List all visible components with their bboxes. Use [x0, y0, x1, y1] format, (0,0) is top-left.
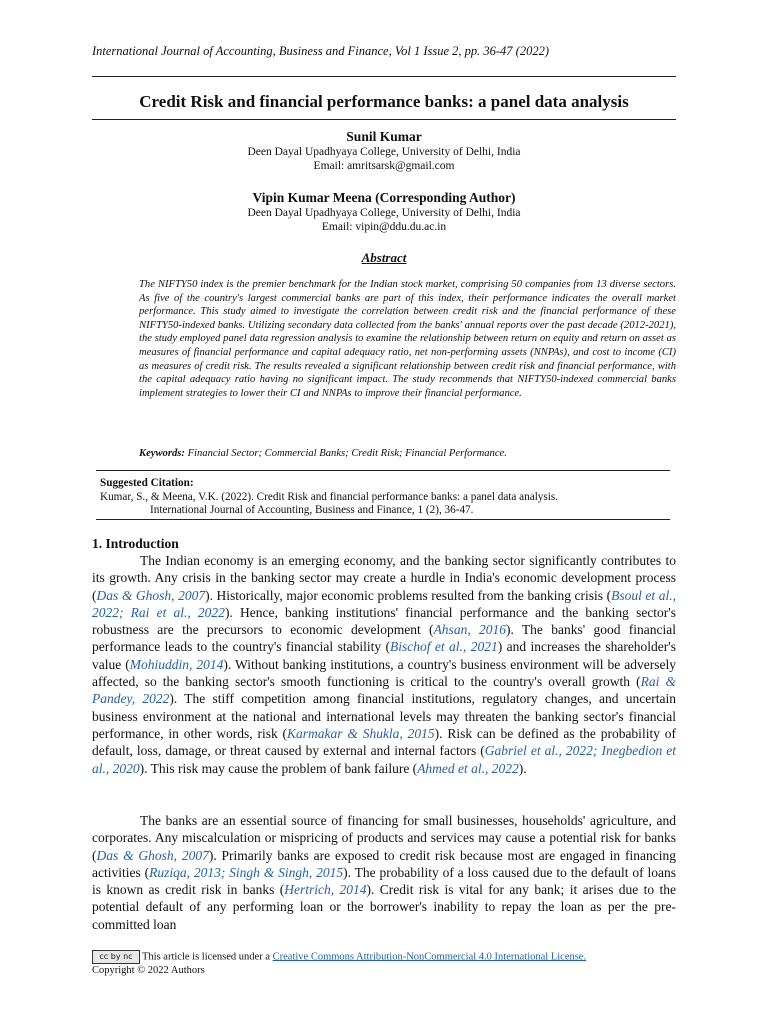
- paragraph-segment: ). The probability of a loss caused due to the default of loans is known as credit risk in banks (: [92, 864, 676, 898]
- paragraph-text: [92, 812, 676, 933]
- abstract-heading: Abstract: [361, 250, 407, 265]
- section-heading: 1. Introduction: [92, 536, 179, 551]
- citation-link[interactable]: Das & Ghosh, 2007: [96, 847, 209, 863]
- author-email: Email: amritsarsk@gmail.com: [313, 160, 455, 172]
- body-paragraph-2: [92, 812, 676, 933]
- paragraph-text: [92, 552, 676, 777]
- citation-link[interactable]: Mohiuddin, 2014: [129, 656, 224, 672]
- body-paragraph-1: [92, 552, 676, 777]
- author-affiliation: Deen Dayal Upadhyaya College, University of Delhi, India: [247, 146, 521, 158]
- citation-text: [100, 491, 670, 518]
- citation-link[interactable]: Hertrich, 2014: [284, 882, 367, 898]
- paragraph-segment: The Indian economy is an emerging economy, and the banking sector significantly contributes to its growth. Any crisis in the banking sector may create a hurdle in India's economic development process (: [92, 553, 676, 603]
- paragraph-segment: ). Risk can be defined as the probability of default, loss, damage, or threat caused by external and internal factors (: [92, 725, 677, 759]
- paper-title: Credit Risk and financial performance banks: a panel data analysis: [139, 92, 629, 111]
- citation-link[interactable]: Gabriel et al., 2022; Inegbedion et al., 2020: [92, 743, 676, 776]
- keywords: [139, 448, 676, 459]
- citation-link[interactable]: Rai & Pandey, 2022: [92, 674, 676, 707]
- citation-link[interactable]: Bischof et al., 2021: [389, 639, 498, 655]
- citation-link[interactable]: Das & Ghosh, 2007: [96, 587, 206, 603]
- author-email: Email: vipin@ddu.du.ac.in: [321, 221, 447, 233]
- citation-link[interactable]: Ruziqa, 2013; Singh & Singh, 2015: [149, 864, 344, 880]
- title-rule: [92, 119, 676, 120]
- paragraph-segment: ). The banks' good financial performance leads to the country's financial stability (: [92, 622, 676, 655]
- author-block-2: [92, 189, 676, 234]
- license-prefix: This article is licensed under a: [142, 951, 273, 963]
- paragraph-segment: ). The stiff competition among financial institutions, regulatory changes, and uncertain business environment at the national and international levels may threaten the banking sector's financial performance, in other words, risk (: [92, 691, 676, 741]
- paragraph-segment: ). Without banking institutions, a country's business environment will be adversely affected, so the banking sector's smooth functioning is critical to the country's overall growth (: [92, 656, 676, 690]
- paragraph-segment: ). Historically, major economic problems resulted from the banking crisis (: [205, 587, 612, 603]
- abstract-text: The NIFTY50 index is the premier benchmark for the Indian stock market, comprising 50 companies from 13 diverse sectors. As five of the country's largest commercial banks are part of this index, their performance indicates the overall market performance. This study aimed to investigate the correlation between credit risk and the financial performance of these NIFTY50-indexed banks. Utilizing secondary data collected from the banks' annual reports over the past decade (2012-2021), the study employed panel data regression analysis to examine the relationship between return on equity and return on asset as measures of financial performance and capital adequacy ratio, net non-performing assets (NNPAs), and cost to income (CI) as measures of credit risk. The results revealed a significant relationship between credit risk and financial performance, with the capital adequacy ratio having no significant impact. The study recommends that NIFTY50-indexed commercial banks implement strategies to lower their CI and NNPAs to improve their financial performance.: [139, 279, 676, 399]
- cc-license-icon: cc by nc: [92, 950, 140, 964]
- author-block-1: [92, 128, 676, 173]
- paragraph-segment: ). This risk may cause the problem of bank failure (: [139, 760, 418, 776]
- license-link[interactable]: Creative Commons Attribution-NonCommercial 4.0 International License.: [272, 951, 587, 963]
- paragraph-segment: ). Primarily banks are exposed to credit risk because most are engaged in financing activities (: [92, 847, 676, 880]
- license-footer: [92, 950, 586, 978]
- author-name: Vipin Kumar Meena (Corresponding Author): [252, 190, 516, 205]
- paragraph-segment: ). Credit risk is vital for any bank; it arises due to the potential default of any performing loan or the borrower's inability to repay the loan as per the pre-committed loan: [92, 882, 676, 932]
- header-rule: [92, 76, 676, 77]
- citation-heading: Suggested Citation:: [100, 477, 194, 489]
- suggested-citation-box: [96, 470, 670, 520]
- keywords-label: Keywords:: [139, 448, 185, 459]
- citation-link[interactable]: Ahmed et al., 2022: [417, 760, 519, 776]
- copyright: Copyright © 2022 Authors: [92, 965, 205, 977]
- citation-link[interactable]: Bsoul et al., 2022; Rai et al., 2022: [92, 587, 676, 620]
- paragraph-segment: ) and increases the shareholder's value (: [92, 639, 676, 672]
- paragraph-segment: ).: [518, 760, 527, 776]
- citation-link[interactable]: Ahsan, 2016: [433, 622, 506, 638]
- paragraph-segment: The banks are an essential source of financing for small businesses, households' agriculture, and corporates. Any miscalculation or mispricing of products and services may cause a potential risk for banks (: [92, 813, 676, 863]
- keywords-list: Financial Sector; Commercial Banks; Credit Risk; Financial Performance.: [187, 448, 507, 459]
- author-affiliation: Deen Dayal Upadhyaya College, University of Delhi, India: [247, 207, 521, 219]
- citation-line-2: International Journal of Accounting, Business and Finance, 1 (2), 36-47.: [150, 504, 474, 516]
- paragraph-segment: ). Hence, banking institutions' financial performance and the banking sector's robustness are the precursors to economic development (: [92, 604, 676, 638]
- citation-link[interactable]: Karmakar & Shukla, 2015: [287, 725, 435, 741]
- author-name: Sunil Kumar: [346, 129, 422, 144]
- journal-header: International Journal of Accounting, Business and Finance, Vol 1 Issue 2, pp. 36-47 (2022): [92, 44, 550, 58]
- citation-line-1: Kumar, S., & Meena, V.K. (2022). Credit Risk and financial performance banks: a panel data analysis.: [100, 490, 559, 503]
